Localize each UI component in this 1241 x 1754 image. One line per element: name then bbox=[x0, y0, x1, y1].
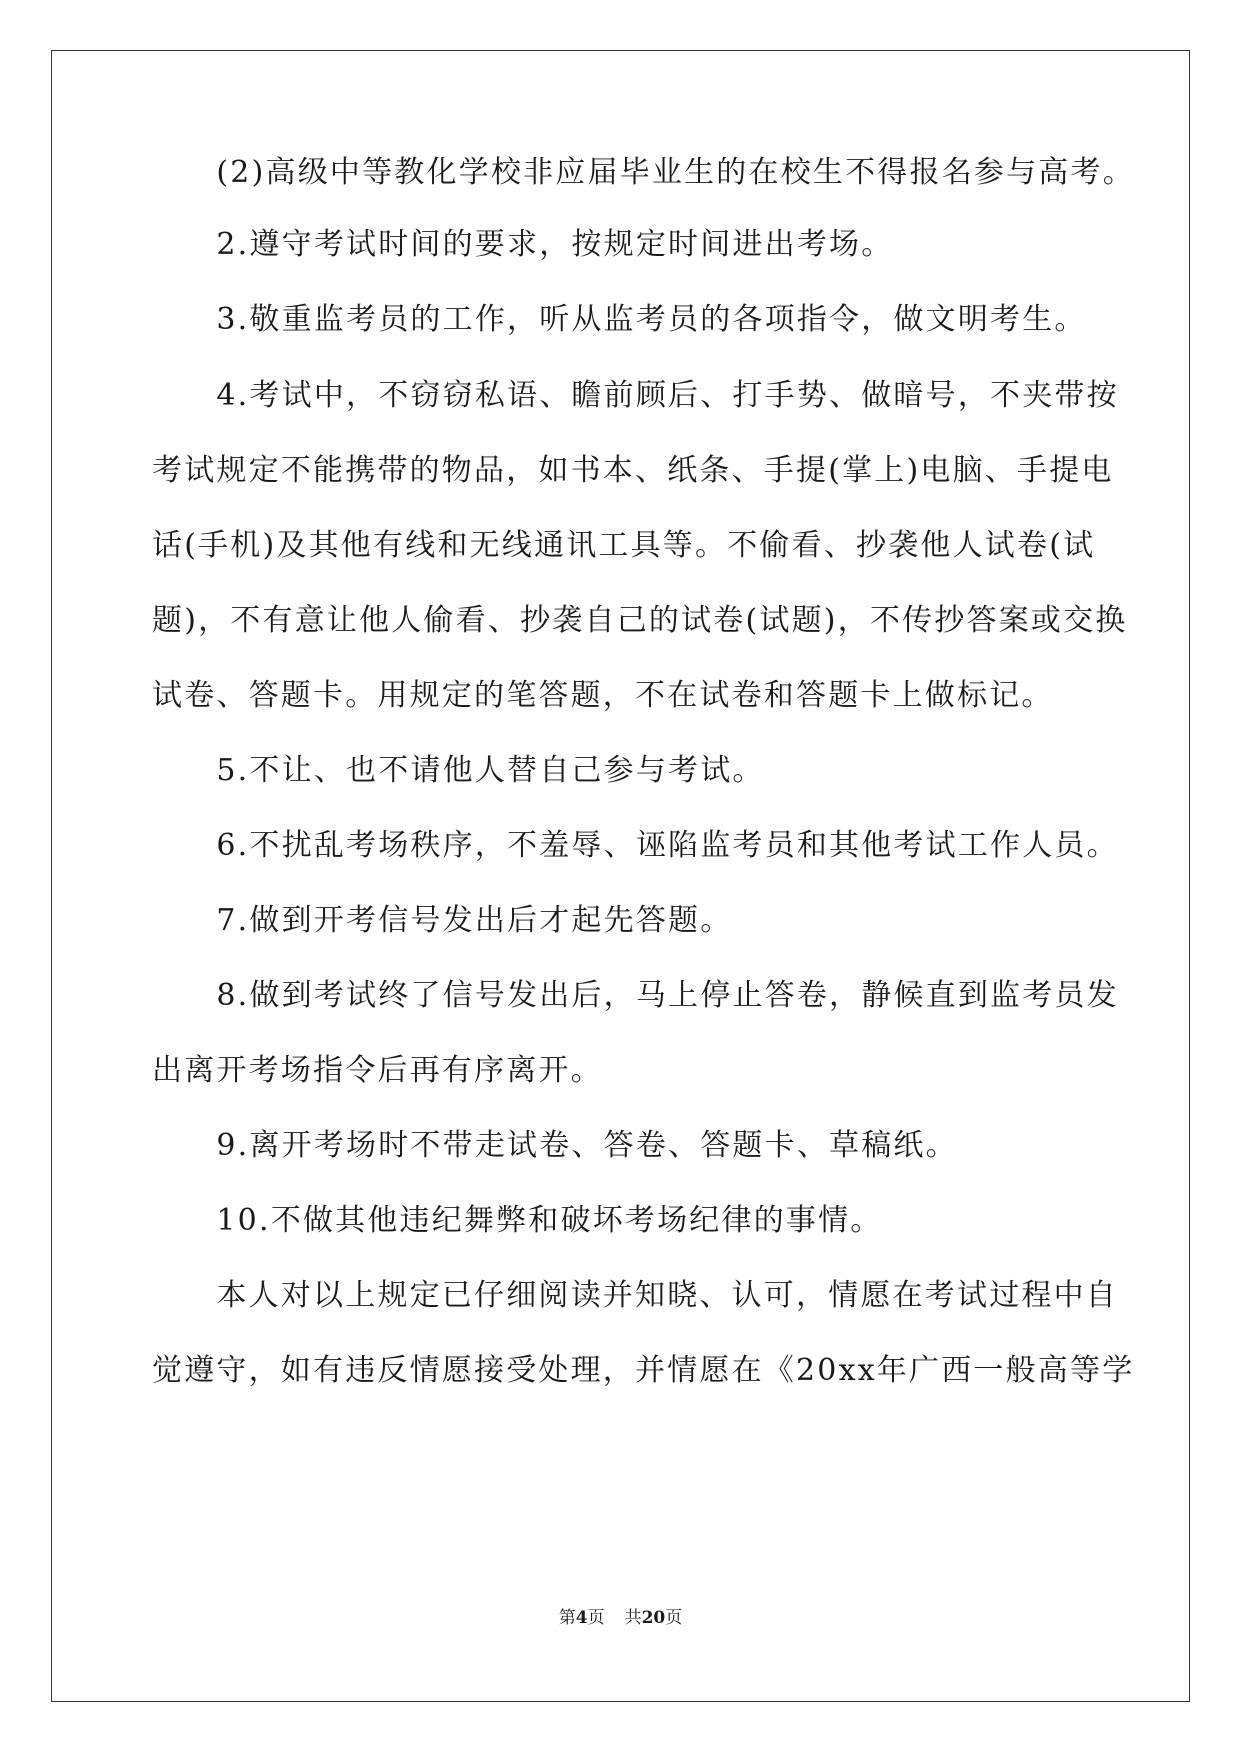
total-label-prefix: 共 bbox=[624, 1608, 642, 1628]
text-line: 10.不做其他违纪舞弊和破坏考场纪律的事情。 bbox=[152, 1203, 883, 1238]
text-line: 9.离开考场时不带走试卷、答卷、答题卡、草稿纸。 bbox=[152, 1128, 958, 1163]
text-line: 考试规定不能携带的物品，如书本、纸条、手提(掌上)电脑、手提电 bbox=[152, 453, 1114, 488]
text-line: 3.敬重监考员的工作，听从监考员的各项指令，做文明考生。 bbox=[152, 302, 1087, 337]
current-page-number: 4 bbox=[575, 1608, 588, 1628]
text-line: 2.遵守考试时间的要求，按规定时间进出考场。 bbox=[152, 227, 894, 262]
text-line: (2)高级中等教化学校非应届毕业生的在校生不得报名参与高考。 bbox=[152, 155, 1135, 190]
text-line: 8.做到考试终了信号发出后，马上停止答卷，静候直到监考员发 bbox=[152, 978, 1119, 1013]
page-border bbox=[51, 50, 1190, 1702]
text-line: 7.做到开考信号发出后才起先答题。 bbox=[152, 903, 733, 938]
text-line: 觉遵守，如有违反情愿接受处理，并情愿在《20xx年广西一般高等学 bbox=[152, 1353, 1135, 1388]
page-label-prefix: 第 bbox=[558, 1608, 576, 1628]
page-label-suffix: 页 bbox=[587, 1608, 605, 1628]
text-line: 出离开考场指令后再有序离开。 bbox=[152, 1053, 603, 1088]
text-line: 6.不扰乱考场秩序，不羞辱、诬陷监考员和其他考试工作人员。 bbox=[152, 828, 1119, 863]
text-line: 试卷、答题卡。用规定的笔答题，不在试卷和答题卡上做标记。 bbox=[152, 678, 1054, 713]
total-label-suffix: 页 bbox=[665, 1608, 683, 1628]
total-page-count: 20 bbox=[641, 1608, 666, 1628]
text-line: 话(手机)及其他有线和无线通讯工具等。不偷看、抄袭他人试卷(试 bbox=[152, 528, 1096, 563]
text-line: 5.不让、也不请他人替自己参与考试。 bbox=[152, 753, 765, 788]
text-line: 本人对以上规定已仔细阅读并知晓、认可，情愿在考试过程中自 bbox=[152, 1278, 1118, 1313]
page-footer bbox=[0, 1606, 1241, 1630]
text-line: 4.考试中，不窃窃私语、瞻前顾后、打手势、做暗号，不夹带按 bbox=[152, 378, 1119, 413]
text-line: 题)，不有意让他人偷看、抄袭自己的试卷(试题)，不传抄答案或交换 bbox=[152, 603, 1128, 638]
